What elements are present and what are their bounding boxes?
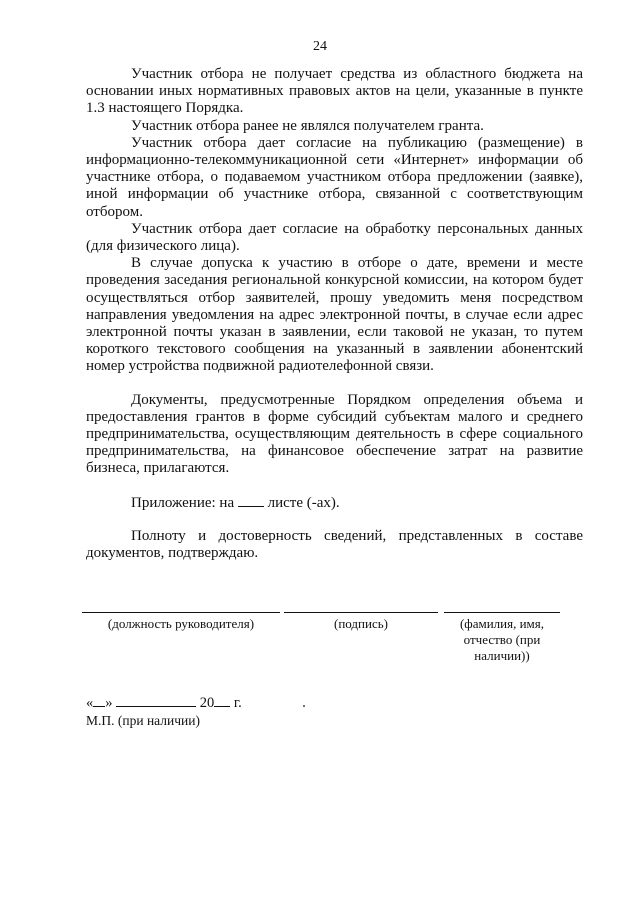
paragraph-documents-attached: Документы, предусмотренные Порядком определения объема и предоставления грантов в форме субсидий субъектам малого и среднего предпринимательства, осуществляющим деятельность в сфере социального предпринимательства, на финансовое обеспечение затрат на развитие бизнеса, прилагаются. [86, 391, 583, 477]
stamp-label: М.П. (при наличии) [86, 713, 200, 728]
fullname-label: (фамилия, имя, отчество (при наличии)) [459, 616, 545, 663]
attachment-sheets-blank [238, 494, 264, 507]
paragraph-publication-consent: Участник отбора дает согласие на публикацию (размещение) в информационно-телекоммуникационной сети «Интернет» информации об участнике отбора, о подаваемом участником отбора предложении (заявке), иной информации об участнике отбора, связанной с соответствующим отбором. [86, 134, 583, 220]
date-line [86, 694, 242, 712]
paragraph-confirmation: Полноту и достоверность сведений, представленных в составе документов, подтверждаю. [86, 527, 583, 562]
attachment-line [86, 494, 583, 512]
position-label: (должность руководителя) [107, 616, 255, 631]
signature-position [82, 612, 280, 632]
paragraph-no-other-funding: Участник отбора не получает средства из областного бюджета на основании иных нормативных правовых актов на цели, указанные в пункте 1.3 настоящего Порядка. [86, 66, 583, 117]
stray-dot [303, 705, 305, 707]
signature-sign [284, 612, 438, 632]
date-open-quote: « [86, 695, 94, 711]
date-close-quote: » [105, 695, 113, 711]
paragraph-not-grant-recipient: Участник отбора ранее не являлся получателем гранта. [131, 117, 484, 134]
paragraph-personal-data-consent: Участник отбора дает согласие на обработку персональных данных (для физического лица). [86, 220, 583, 255]
position-signature-line [82, 612, 280, 613]
document-body [86, 66, 583, 562]
signature-label: (подпись) [334, 616, 388, 631]
year-prefix: 20 [199, 695, 215, 711]
year-blank [214, 694, 230, 707]
month-blank [116, 694, 196, 707]
paragraph-notification-request: В случае допуска к участию в отборе о дате, времени и месте проведения заседания региональной конкурсной комиссии, на котором будет осуществляться отбор заявителей, прошу уведомить меня посредством направления уведомления на адрес электронной почты, в случае если адрес электронной почты указан в заявлении, если таковой не указан, то путем короткого текстового сообщения на указанный в заявлении абонентский номер устройства подвижной радиотелефонной связи. [86, 255, 583, 375]
attachment-prefix: Приложение: на [131, 494, 235, 511]
date-block [86, 694, 242, 729]
sign-signature-line [284, 612, 438, 613]
year-suffix: г. [233, 695, 242, 711]
page-number: 24 [313, 39, 327, 54]
attachment-suffix: листе (-ах). [267, 494, 340, 511]
fullname-signature-line [444, 612, 560, 613]
signature-fullname [444, 612, 560, 664]
day-blank [93, 694, 105, 707]
